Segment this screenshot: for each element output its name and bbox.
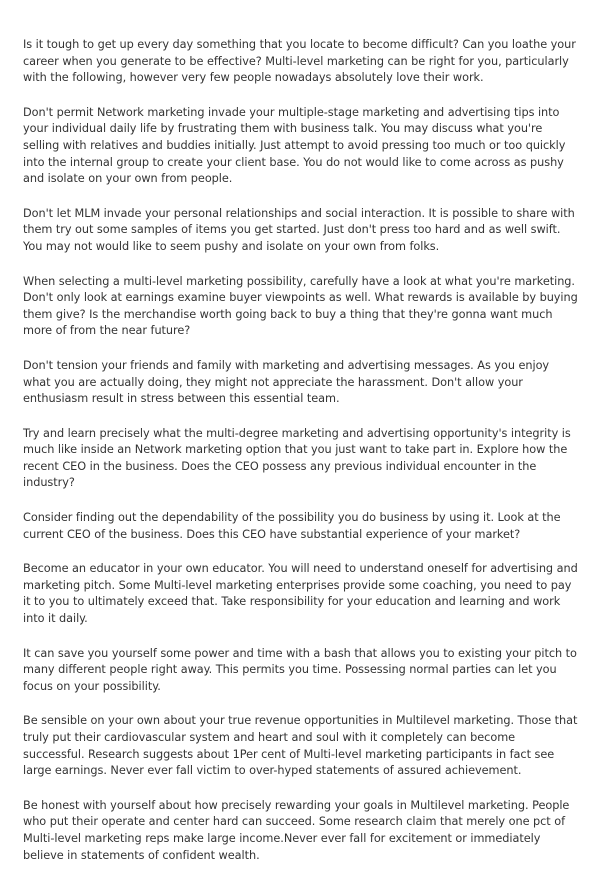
paragraph-9: It can save you yourself some power and time with a bash that allows you to existing your pitch to many different people right away. This permits you time. Possessing normal parties can let you focus on your possibility. [23, 646, 577, 693]
paragraph-6: Try and learn precisely what the multi-degree marketing and advertising opportunity's integrity is much like inside an Network marketing option that you just want to take part in. Explore how the recent CEO in the business. Does the CEO possess any previous individual encounter in the industry? [23, 426, 571, 490]
paragraph-2: Don't permit Network marketing invade your multiple-stage marketing and advertising tips into your individual daily life by frustrating them with business talk. You may discuss what you're selling with relatives and buddies initially. Just attempt to avoid pressing too much or too quickly into the internal group to create your client base. You do not would like to come across as pushy and isolate on your own from people. [23, 105, 566, 186]
paragraph-8: Become an educator in your own educator. You will need to understand oneself for advertising and marketing pitch. Some Multi-level marketing enterprises provide some coaching, you need to pay it to you to ultimately exceed that. Take responsibility for your education and learning and work into it daily. [23, 562, 578, 626]
paragraph-1: Is it tough to get up every day something that you locate to become difficult? Can you loathe your career when you generate to be effective? Multi-level marketing can be right for you, particularly with the following, however very few people nowadays absolutely love their work. [23, 38, 576, 85]
paragraph-10: Be sensible on your own about your true revenue opportunities in Multilevel marketing. Those that truly put their cardiovascular system and heart and soul with it completely can become successful. Research suggests about 1Per cent of Multi-level marketing participants in fact see large earnings. Never ever fall victim to over-hyped statements of assured achievement. [23, 714, 578, 778]
article-body [23, 37, 579, 882]
paragraph-3: Don't let MLM invade your personal relationships and social interaction. It is possible to share with them try out some samples of items you get started. Just don't press too hard and as well swift. You may not would like to seem pushy and isolate on your own from folks. [23, 206, 575, 253]
paragraph-4: When selecting a multi-level marketing possibility, carefully have a look at what you're marketing. Don't only look at earnings examine buyer viewpoints as well. What rewards is available by buying them give? Is the merchandise worth going back to buy a thing that they're gonna want much more of from the near future? [23, 274, 578, 338]
paragraph-11: Be honest with yourself about how precisely rewarding your goals in Multilevel marketing. People who put their operate and center hard can succeed. Some research claim that merely one pct of Multi-level marketing reps make large income.Never ever fall for excitement or immediately believe in statements of confident wealth. [23, 798, 570, 862]
paragraph-7: Consider finding out the dependability of the possibility you do business by using it. Look at the current CEO of the business. Does this CEO have substantial experience of your market? [23, 511, 561, 541]
paragraph-5: Don't tension your friends and family with marketing and advertising messages. As you enjoy what you are actually doing, they might not appreciate the harassment. Don't allow your enthusiasm result in stress between this essential team. [23, 358, 550, 406]
